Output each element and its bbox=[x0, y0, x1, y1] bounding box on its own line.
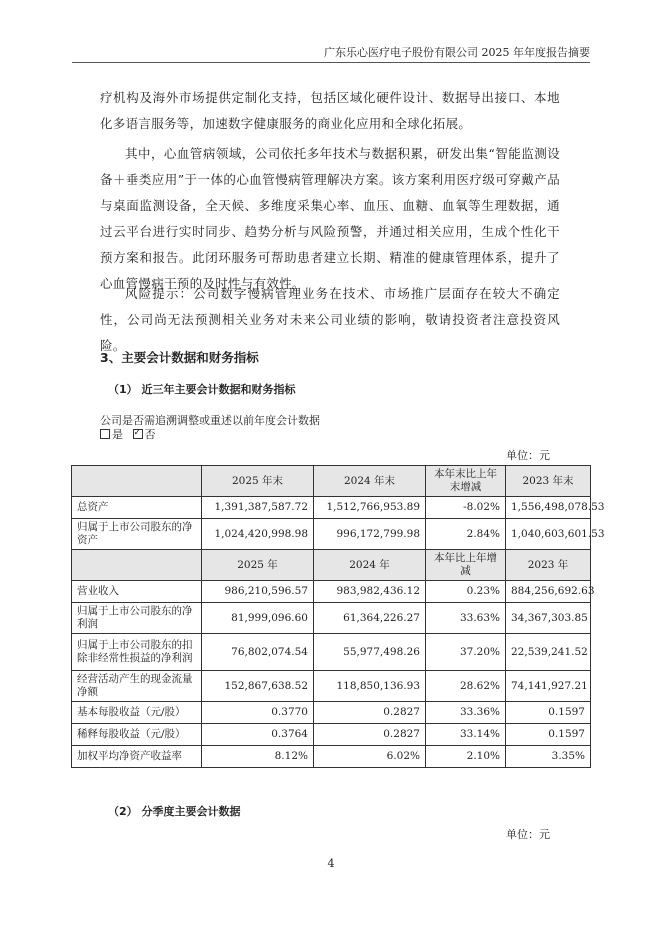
paragraph-continued: 疗机构及海外市场提供定制化支持，包括区域化硬件设计、数据导出接口、本地化多语言服务等，加速数字健康服务的商业化应用和全球化拓展。 bbox=[100, 90, 560, 131]
table-cell: 0.1597 bbox=[506, 724, 591, 746]
table-cell: 28.62% bbox=[426, 671, 506, 702]
table-cell: 22,539,241.52 bbox=[506, 634, 591, 671]
table-row bbox=[72, 581, 591, 603]
table-cell: 986,210,596.57 bbox=[202, 581, 314, 603]
paragraph-cardio: 其中，心血管病领域，公司依托多年技术与数据积累，研发出集“智能监测设备＋垂类应用”于一体的心血管慢病管理解决方案。该方案利用医疗级可穿戴产品与桌面监测设备，全天候、多维度采集心率、血压、血糖、血氧等生理数据，通过云平台进行实时同步、趋势分析与风险预警，并通过相关应用，生成个性化干预方案和报告。此闭环服务可帮助患者建立长期、精准的健康管理体系，提升了心血管慢病干预的及时性与有效性。 bbox=[100, 146, 560, 291]
table-header-cell: 2025 年 bbox=[202, 550, 314, 581]
restatement-options bbox=[100, 428, 156, 442]
table-header-cell: 本年比上年增减 bbox=[426, 550, 506, 581]
page-number: 4 bbox=[327, 857, 335, 870]
table-cell: 74,141,927.21 bbox=[506, 671, 591, 702]
table-cell: 1,512,766,953.89 bbox=[314, 497, 426, 519]
table-cell: 983,982,436.12 bbox=[314, 581, 426, 603]
row-label: 归属于上市公司股东的净利润 bbox=[72, 603, 202, 634]
table-cell: 2.10% bbox=[426, 746, 506, 768]
checkbox-no-checked-icon bbox=[133, 429, 143, 439]
table-cell: 81,999,096.60 bbox=[202, 603, 314, 634]
row-label: 归属于上市公司股东的扣除非经常性损益的净利润 bbox=[72, 634, 202, 671]
table-row bbox=[72, 497, 591, 519]
table-cell: -8.02% bbox=[426, 497, 506, 519]
financial-table bbox=[71, 465, 605, 768]
row-label: 经营活动产生的现金流量净额 bbox=[72, 671, 202, 702]
table-cell: 996,172,799.98 bbox=[314, 519, 426, 550]
table-cell: 33.36% bbox=[426, 702, 506, 724]
table-header-cell bbox=[72, 466, 202, 497]
table-cell: 1,391,387,587.72 bbox=[202, 497, 314, 519]
table-cell: 6.02% bbox=[314, 746, 426, 768]
option-yes-label: 是 bbox=[112, 428, 123, 441]
table-header-row bbox=[72, 466, 591, 497]
table-row bbox=[72, 724, 591, 746]
table-header-cell: 2023 年末 bbox=[506, 466, 591, 497]
unit-label-2: 单位：元 bbox=[506, 828, 550, 841]
row-label: 稀释每股收益（元/股） bbox=[72, 724, 202, 746]
unit-label-1: 单位：元 bbox=[506, 449, 550, 462]
table-cell: 3.35% bbox=[506, 746, 591, 768]
table-row bbox=[72, 746, 591, 768]
table-cell: 61,364,226.27 bbox=[314, 603, 426, 634]
paragraph-risk: 风险提示：公司数字慢病管理业务在技术、市场推广层面存在较大不确定性，公司尚无法预测相关业务对未来公司业绩的影响，敬请投资者注意投资风险。 bbox=[100, 286, 560, 353]
table-row bbox=[72, 603, 591, 634]
table-cell: 34,367,303.85 bbox=[506, 603, 591, 634]
table-header-cell: 2024 年 bbox=[314, 550, 426, 581]
option-no-label: 否 bbox=[144, 428, 156, 441]
table-header-row bbox=[72, 550, 591, 581]
row-label: 加权平均净资产收益率 bbox=[72, 746, 202, 768]
table-cell: 8.12% bbox=[202, 746, 314, 768]
checkbox-yes-icon bbox=[100, 429, 110, 439]
table-header-cell: 2025 年末 bbox=[202, 466, 314, 497]
table-row bbox=[72, 634, 591, 671]
restatement-note: 公司是否需追溯调整或重述以前年度会计数据 bbox=[100, 414, 320, 427]
table-cell: 0.1597 bbox=[506, 702, 591, 724]
table-cell: 118,850,136.93 bbox=[314, 671, 426, 702]
table-cell: 152,867,638.52 bbox=[202, 671, 314, 702]
subsection-title-2: （2） 分季度主要会计数据 bbox=[108, 805, 241, 818]
table-cell: 884,256,692.63 bbox=[506, 581, 591, 603]
table-cell: 33.63% bbox=[426, 603, 506, 634]
table-header-cell bbox=[72, 550, 202, 581]
table-row bbox=[72, 671, 591, 702]
section-title: 3、主要会计数据和财务指标 bbox=[100, 350, 259, 365]
table-cell: 55,977,498.26 bbox=[314, 634, 426, 671]
table-cell: 1,040,603,601.53 bbox=[506, 519, 591, 550]
table-header-cell: 2024 年末 bbox=[314, 466, 426, 497]
table-cell: 0.2827 bbox=[314, 702, 426, 724]
table-cell: 1,556,498,078.53 bbox=[506, 497, 591, 519]
table-cell: 0.23% bbox=[426, 581, 506, 603]
table-cell: 0.2827 bbox=[314, 724, 426, 746]
table-cell: 0.3764 bbox=[202, 724, 314, 746]
row-label: 基本每股收益（元/股） bbox=[72, 702, 202, 724]
subsection-title-1: （1） 近三年主要会计数据和财务指标 bbox=[108, 383, 296, 396]
table-header-cell: 本年末比上年末增减 bbox=[426, 466, 506, 497]
report-header: 广东乐心医疗电子股份有限公司 2025 年年度报告摘要 bbox=[72, 44, 590, 63]
table-header-cell: 2023 年 bbox=[506, 550, 591, 581]
table-cell: 37.20% bbox=[426, 634, 506, 671]
table-cell: 1,024,420,998.98 bbox=[202, 519, 314, 550]
row-label: 总资产 bbox=[72, 497, 202, 519]
table-cell: 76,802,074.54 bbox=[202, 634, 314, 671]
table-cell: 0.3770 bbox=[202, 702, 314, 724]
row-label: 归属于上市公司股东的净资产 bbox=[72, 519, 202, 550]
row-label: 营业收入 bbox=[72, 581, 202, 603]
table-cell: 33.14% bbox=[426, 724, 506, 746]
table-cell: 2.84% bbox=[426, 519, 506, 550]
table-row bbox=[72, 519, 591, 550]
table-row bbox=[72, 702, 591, 724]
